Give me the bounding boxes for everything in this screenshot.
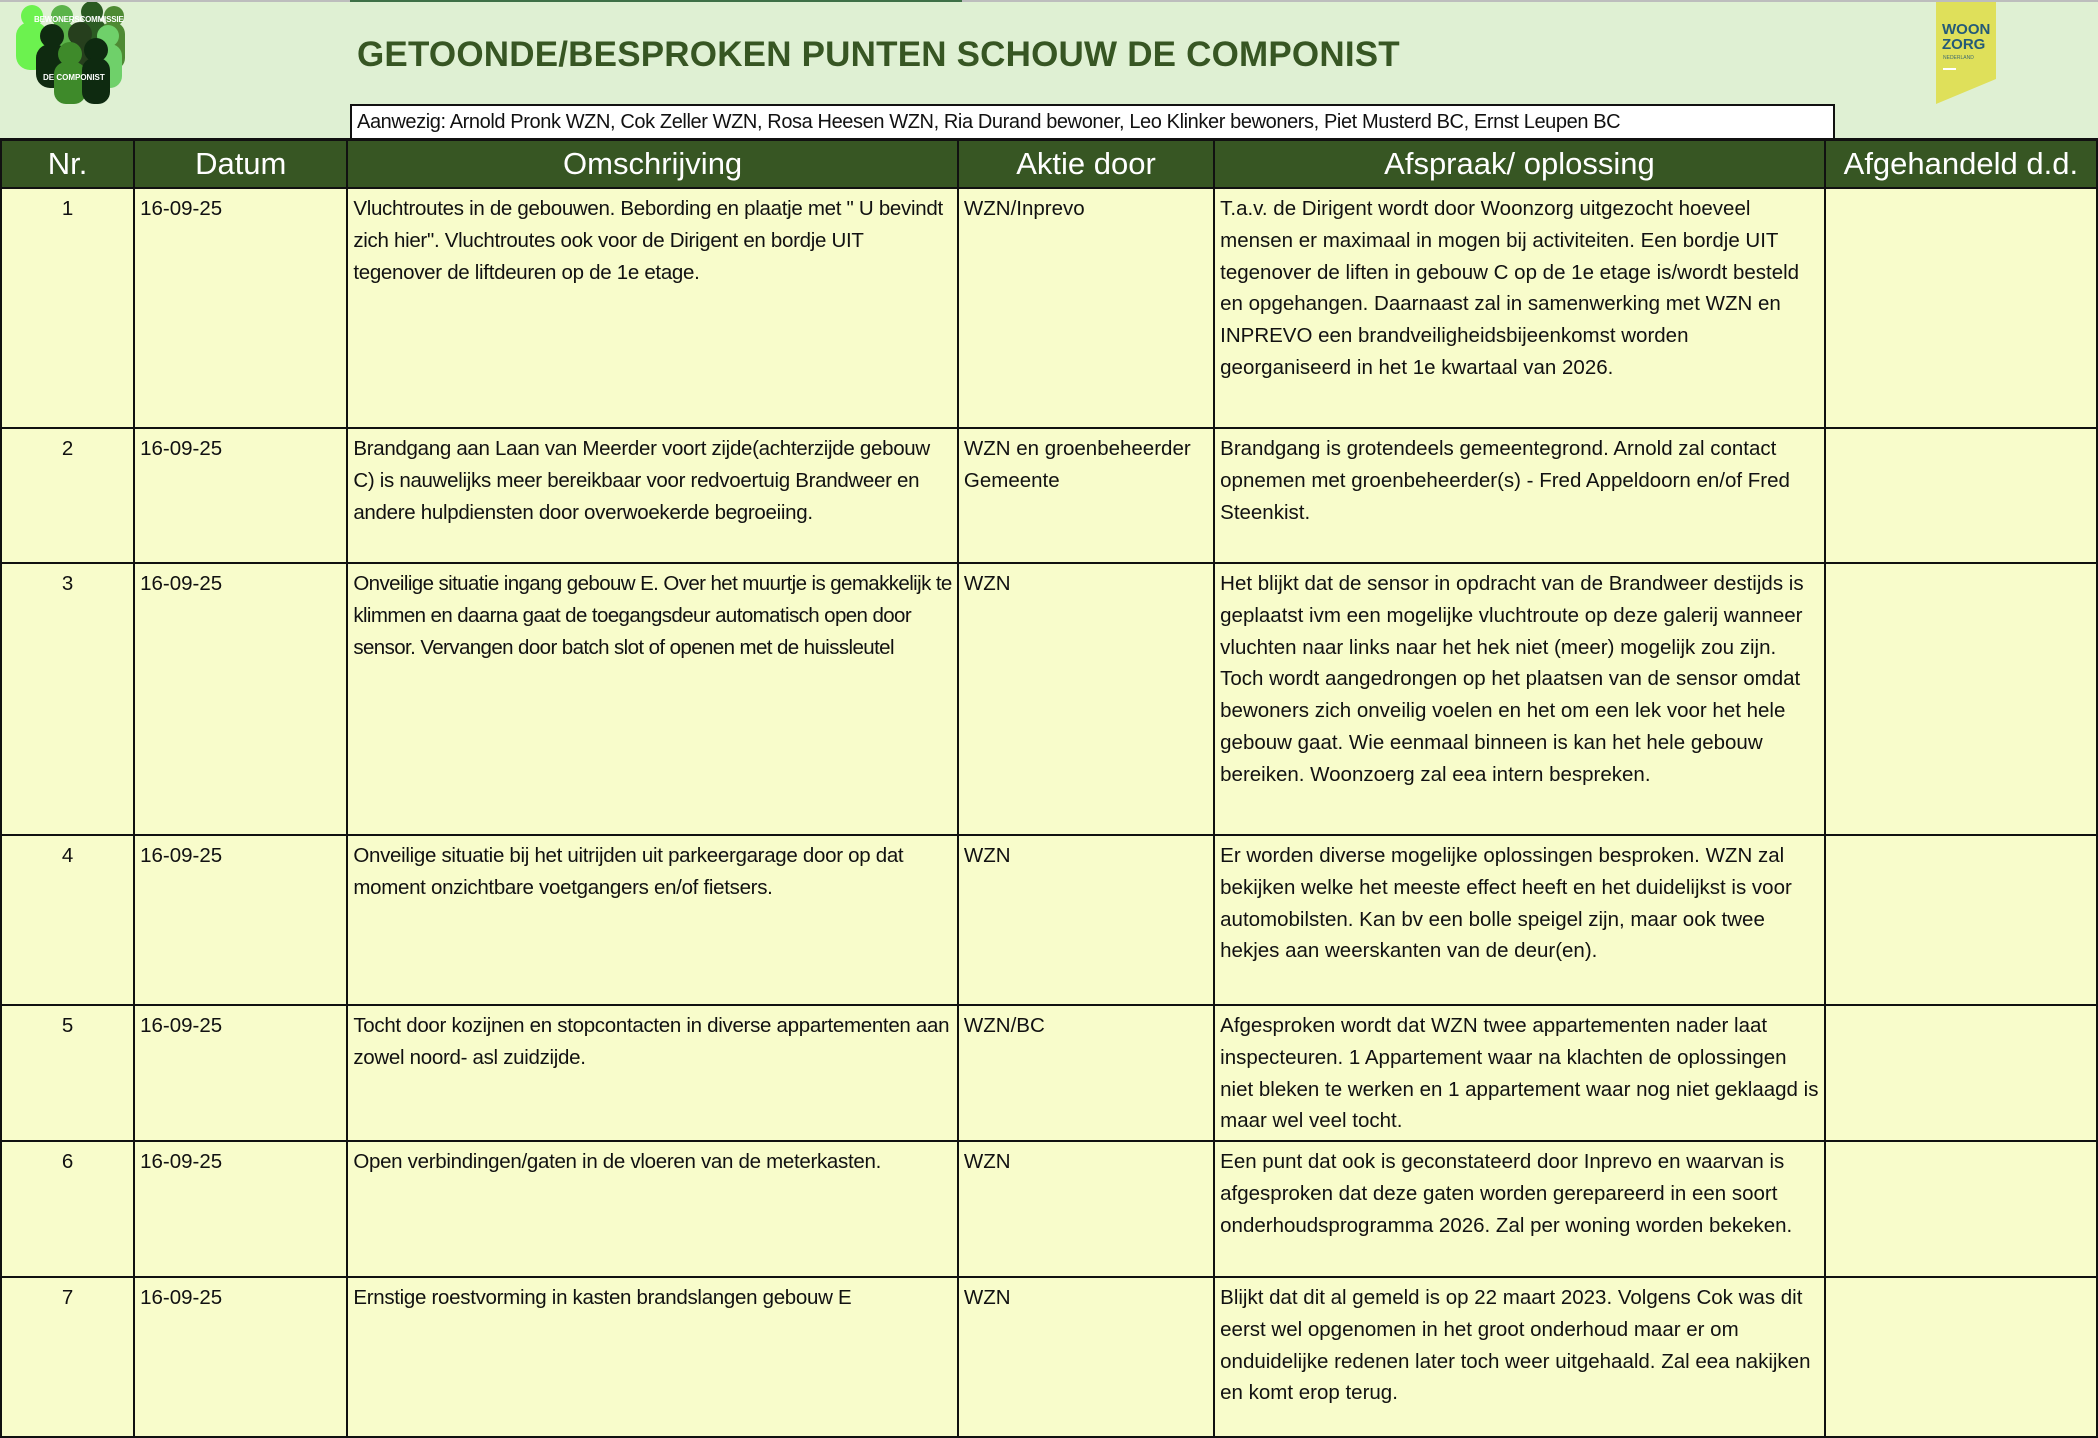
cell-datum[interactable]: 16-09-25 — [134, 1277, 347, 1437]
woonzorg-banner-icon — [1936, 2, 1996, 104]
cell-afspraak[interactable]: Het blijkt dat de sensor in opdracht van de Brandweer destijds is geplaatst ivm een mogelijke vluchtroute op deze galerij wanneer vluchten naar links naar het hek niet (meer) mogelijk zou zijn. Toch wordt aangedrongen op het plaatsen van de sensor omdat bewoners zich onveilig voelen en het om een lek voor het hele gebouw gaat. Wie eenmaal binneen is kan het hele gebouw bereiken. Woonzoerg zal eea intern bespreken. — [1214, 563, 1825, 835]
cell-afspraak[interactable]: Een punt dat ook is geconstateerd door Inprevo en waarvan is afgesproken dat deze gaten worden gerepareerd in een soort onderhoudsprogramma 2026. Zal per woning worden bekeken. — [1214, 1141, 1825, 1277]
logo-left-top-text: BEWONERSCOMMISSIE — [34, 15, 124, 24]
cell-aktie-door[interactable]: WZN en groenbeheerder Gemeente — [958, 428, 1214, 563]
cell-afspraak[interactable]: Afgesproken wordt dat WZN twee appartementen nader laat inspecteuren. 1 Appartement waar na klachten de oplossingen niet bleken te werken en 1 appartement waar nog niet geklaagd is maar wel veel tocht. — [1214, 1005, 1825, 1141]
cell-nr[interactable]: 4 — [1, 835, 134, 1005]
table-row — [1, 188, 2097, 428]
cell-afspraak[interactable]: Blijkt dat dit al gemeld is op 22 maart 2023. Volgens Cok was dit eerst wel opgenomen in het groot onderhoud maar er om onduidelijke redenen later toch weer uitgehaald. Zal eea nakijken en komt erop terug. — [1214, 1277, 1825, 1437]
cell-omschrijving[interactable]: Onveilige situatie ingang gebouw E. Over het muurtje is gemakkelijk te klimmen en daarna gaat de toegangsdeur automatisch open door sensor. Vervangen door batch slot of openen met de huissleutel — [347, 563, 958, 835]
cell-nr[interactable]: 7 — [1, 1277, 134, 1437]
table-row — [1, 1277, 2097, 1437]
page-title: GETOONDE/BESPROKEN PUNTEN SCHOUW DE COMPONIST — [357, 35, 1400, 74]
attendees-cell[interactable]: Aanwezig: Arnold Pronk WZN, Cok Zeller WZN, Rosa Heesen WZN, Ria Durand bewoner, Leo Klinker bewoners, Piet Musterd BC, Ernst Leupen BC — [350, 104, 1835, 140]
cell-afspraak[interactable]: Brandgang is grotendeels gemeentegrond. Arnold zal contact opnemen met groenbeheerder(s) - Fred Appeldoorn en/of Fred Steenkist. — [1214, 428, 1825, 563]
cell-aktie-door[interactable]: WZN/Inprevo — [958, 188, 1214, 428]
column-header-datum[interactable]: Datum — [134, 140, 347, 189]
cell-datum[interactable]: 16-09-25 — [134, 1141, 347, 1277]
column-header-omschrijving[interactable]: Omschrijving — [347, 140, 958, 189]
cell-aktie-door[interactable]: WZN/BC — [958, 1005, 1214, 1141]
cell-omschrijving[interactable]: Tocht door kozijnen en stopcontacten in diverse appartementen aan zowel noord- asl zuidzijde. — [347, 1005, 958, 1141]
bewonerscommissie-logo — [10, 2, 125, 104]
cell-datum[interactable]: 16-09-25 — [134, 428, 347, 563]
table-row — [1, 1005, 2097, 1141]
cell-omschrijving[interactable]: Onveilige situatie bij het uitrijden uit parkeergarage door op dat moment onzichtbare voetgangers en/of fietsers. — [347, 835, 958, 1005]
table-row — [1, 1141, 2097, 1277]
column-header-afgehandeld[interactable]: Afgehandeld d.d. — [1825, 140, 2097, 189]
woonzorg-line1: WOON — [1942, 21, 1991, 38]
cell-omschrijving[interactable]: Brandgang aan Laan van Meerder voort zijde(achterzijde gebouw C) is nauwelijks meer bereikbaar voor redvoertuig Brandweer en andere hulpdiensten door overwoekerde begroeiing. — [347, 428, 958, 563]
cell-aktie-door[interactable]: WZN — [958, 1141, 1214, 1277]
column-header-nr[interactable]: Nr. — [1, 140, 134, 189]
woonzorg-logo — [1936, 2, 1996, 104]
cell-afgehandeld[interactable] — [1825, 1005, 2097, 1141]
cell-nr[interactable]: 5 — [1, 1005, 134, 1141]
woonzorg-line2: ZORG — [1942, 36, 1986, 53]
cell-datum[interactable]: 16-09-25 — [134, 188, 347, 428]
cell-afgehandeld[interactable] — [1825, 1277, 2097, 1437]
column-header-aktie-door[interactable]: Aktie door — [958, 140, 1214, 189]
cell-afgehandeld[interactable] — [1825, 428, 2097, 563]
cell-afgehandeld[interactable] — [1825, 188, 2097, 428]
table-header-row — [1, 140, 2097, 189]
table-row — [1, 428, 2097, 563]
cell-afgehandeld[interactable] — [1825, 1141, 2097, 1277]
cell-aktie-door[interactable]: WZN — [958, 563, 1214, 835]
cell-omschrijving[interactable]: Open verbindingen/gaten in de vloeren van de meterkasten. — [347, 1141, 958, 1277]
table-row — [1, 835, 2097, 1005]
logo-left-bottom-text: DE COMPONIST — [43, 73, 105, 82]
cell-nr[interactable]: 6 — [1, 1141, 134, 1277]
woonzorg-line3: NEDERLAND — [1943, 55, 1974, 61]
cell-aktie-door[interactable]: WZN — [958, 1277, 1214, 1437]
column-header-afspraak-oplossing[interactable]: Afspraak/ oplossing — [1214, 140, 1825, 189]
cell-nr[interactable]: 2 — [1, 428, 134, 563]
cell-datum[interactable]: 16-09-25 — [134, 1005, 347, 1141]
cell-afgehandeld[interactable] — [1825, 563, 2097, 835]
cell-afgehandeld[interactable] — [1825, 835, 2097, 1005]
cell-omschrijving[interactable]: Ernstige roestvorming in kasten brandslangen gebouw E — [347, 1277, 958, 1437]
points-table — [0, 138, 2098, 1438]
table-row — [1, 563, 2097, 835]
cell-omschrijving[interactable]: Vluchtroutes in de gebouwen. Bebording en plaatje met " U bevindt zich hier". Vluchtroutes ook voor de Dirigent en bordje UIT tegenover de liftdeuren op de 1e etage. — [347, 188, 958, 428]
cell-afspraak[interactable]: T.a.v. de Dirigent wordt door Woonzorg uitgezocht hoeveel mensen er maximaal in mogen bij activiteiten. Een bordje UIT tegenover de liften in gebouw C op de 1e etage is/wordt besteld en opgehangen. Daarnaast zal in samenwerking met WZN en INPREVO een brandveiligheidsbijeenkomst worden georganiseerd in het 1e kwartaal van 2026. — [1214, 188, 1825, 428]
cell-aktie-door[interactable]: WZN — [958, 835, 1214, 1005]
cell-afspraak[interactable]: Er worden diverse mogelijke oplossingen besproken. WZN zal bekijken welke het meeste effect heeft en het duidelijkst is voor automobilsten. Kan bv een bolle speigel zijn, maar ook twee hekjes aan weerskanten van de deur(en). — [1214, 835, 1825, 1005]
cell-datum[interactable]: 16-09-25 — [134, 835, 347, 1005]
cell-nr[interactable]: 1 — [1, 188, 134, 428]
cell-datum[interactable]: 16-09-25 — [134, 563, 347, 835]
cell-nr[interactable]: 3 — [1, 563, 134, 835]
